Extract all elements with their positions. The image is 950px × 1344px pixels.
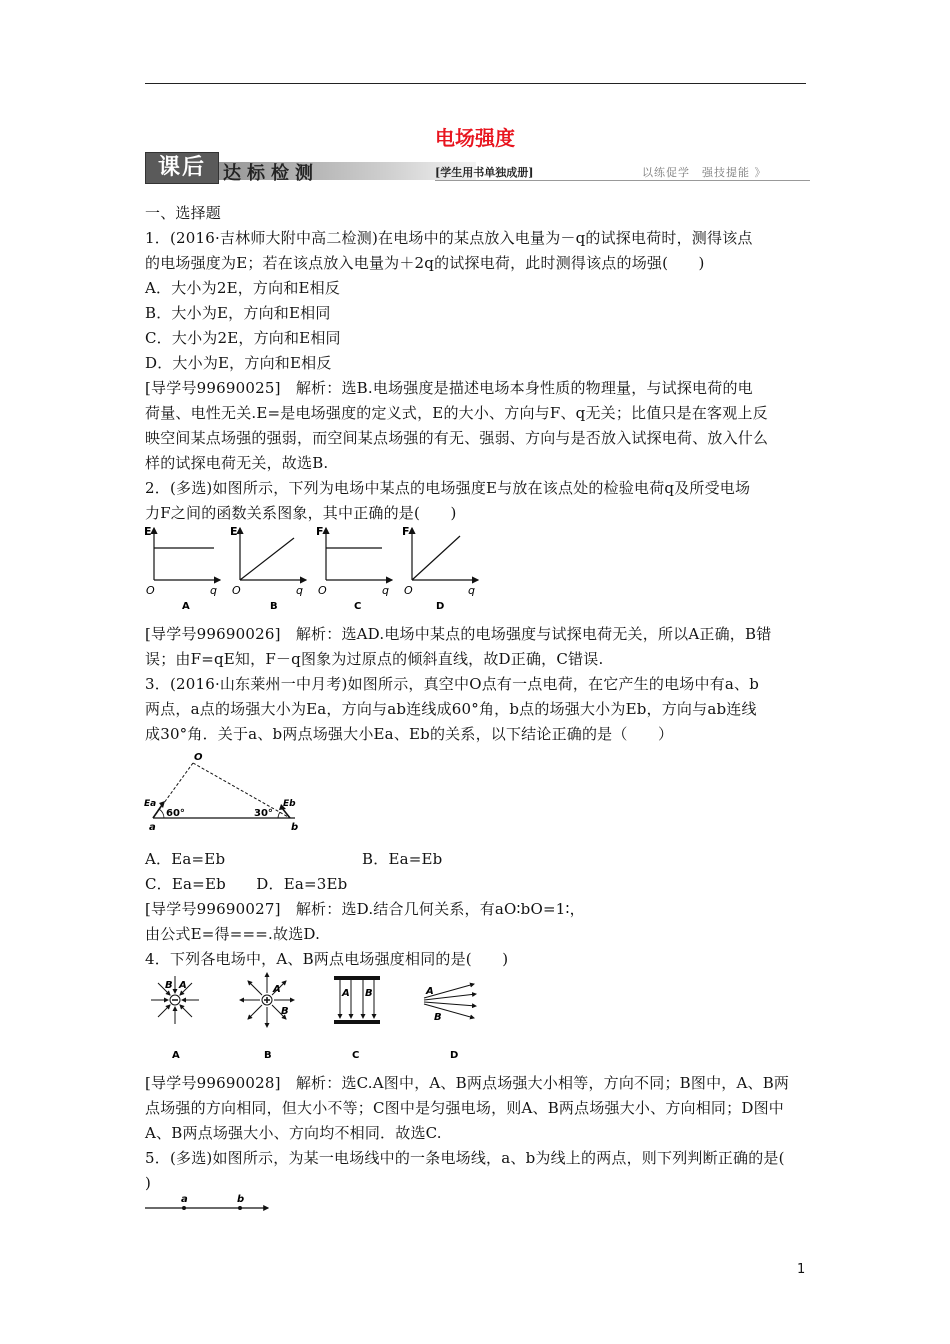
text-line: [导学号99690027] 解析：选D.结合几何关系，有aO∶bO=1∶， bbox=[145, 900, 585, 918]
field-b bbox=[240, 973, 294, 1060]
q3-triangle-figure bbox=[140, 750, 310, 834]
section-banner bbox=[145, 150, 810, 184]
point-b-label: b bbox=[291, 822, 299, 833]
text-line: 荷量、电性无关.E=是电场强度的定义式，E的大小、方向与F、q无关；比值只是在客观上反 bbox=[145, 404, 768, 422]
point-A-label: A bbox=[179, 980, 187, 991]
text-line: 点场强的方向相同，但大小不等；C图中是匀强电场，则A、B两点场强大小、方向相同；D图中 bbox=[145, 1099, 784, 1117]
figure-caption: D bbox=[450, 1050, 459, 1060]
text-line: 4．下列各电场中，A、B两点电场强度相同的是( ) bbox=[145, 950, 509, 968]
header-rule bbox=[145, 83, 806, 84]
figure-caption: B bbox=[264, 1050, 272, 1060]
banner-slogan: 以练促学 强技提能 》 bbox=[642, 166, 767, 179]
graph-xlabel: q bbox=[382, 584, 389, 597]
q5-field-line-figure bbox=[140, 1192, 280, 1218]
option-line: C．大小为2E，方向和E相同 bbox=[145, 329, 341, 347]
graph-origin: O bbox=[146, 584, 155, 597]
text-line: A、B两点场强大小、方向均不相同．故选C. bbox=[145, 1124, 442, 1142]
graph-a bbox=[144, 525, 220, 612]
option-line: B．大小为E，方向和E相同 bbox=[145, 304, 331, 322]
point-a-label: a bbox=[149, 822, 156, 833]
field-Eb-label: Eb bbox=[283, 799, 296, 809]
figure-caption: A bbox=[172, 1050, 180, 1060]
text-line: [导学号99690025] 解析：选B.电场强度是描述电场本身性质的物理量，与试探电荷的电 bbox=[145, 379, 753, 397]
graph-caption: B bbox=[270, 601, 278, 612]
text-line: 由公式E=得===.故选D. bbox=[145, 925, 321, 943]
graph-caption: D bbox=[436, 601, 445, 612]
point-b-label: b bbox=[237, 1194, 245, 1205]
option-line: A．大小为2E，方向和E相反 bbox=[145, 279, 341, 297]
point-O-label: O bbox=[194, 752, 203, 763]
banner-box: 课后 bbox=[145, 152, 219, 184]
graph-caption: C bbox=[354, 601, 362, 612]
page-number: 1 bbox=[797, 1262, 806, 1277]
text-line: [导学号99690026] 解析：选AD.电场中某点的电场强度与试探电荷无关，所以A正确，B错 bbox=[145, 625, 772, 643]
text-line: 5．(多选)如图所示，为某一电场线中的一条电场线，a、b为线上的两点，则下列判断正确的是( bbox=[145, 1149, 785, 1167]
field-a bbox=[151, 976, 199, 1060]
section-heading: 一、选择题 bbox=[145, 204, 222, 222]
text-line: 3．(2016·山东莱州一中月考)如图所示，真空中O点有一点电荷，在它产生的电场中有a、b bbox=[145, 675, 760, 693]
text-line: 力F之间的函数关系图象，其中正确的是( ) bbox=[145, 504, 457, 522]
point-a-label: a bbox=[181, 1194, 188, 1205]
point-B-label: B bbox=[434, 1012, 442, 1023]
text-line: 样的试探电荷无关，故选B. bbox=[145, 454, 329, 472]
text-line: ) bbox=[145, 1174, 152, 1192]
field-Ea-label: Ea bbox=[144, 799, 157, 809]
text-line: 误；由F=qE知，F－q图象为过原点的倾斜直线，故D正确，C错误. bbox=[145, 650, 604, 668]
text-line: 映空间某点场强的强弱，而空间某点场强的有无、强弱、方向与是否放入试探电荷、放入什么 bbox=[145, 429, 769, 447]
graph-xlabel: q bbox=[296, 584, 303, 597]
text-line: 1．(2016·吉林师大附中高二检测)在电场中的某点放入电量为－q的试探电荷时，测得该点 bbox=[145, 229, 753, 247]
option-line: C．Ea=Eb D．Ea=3Eb bbox=[145, 875, 348, 893]
graph-origin: O bbox=[404, 584, 413, 597]
q4-field-figures bbox=[140, 970, 490, 1060]
point-B-label: B bbox=[281, 1006, 289, 1017]
point-A-label: A bbox=[426, 986, 434, 997]
text-line: [导学号99690028] 解析：选C.A图中，A、B两点场强大小相等，方向不同；B图中，A、B两 bbox=[145, 1074, 790, 1092]
graph-xlabel: q bbox=[210, 584, 217, 597]
graph-c bbox=[316, 525, 392, 612]
text-line: 成30°角．关于a、b两点场强大小Ea、Eb的关系，以下结论正确的是（ ） bbox=[145, 725, 674, 743]
graph-d bbox=[402, 525, 478, 612]
graph-origin: O bbox=[232, 584, 241, 597]
option-line: D．大小为E，方向和E相反 bbox=[145, 354, 332, 372]
figure-caption: C bbox=[352, 1050, 360, 1060]
point-A-label: A bbox=[273, 984, 281, 995]
graph-ylabel: E bbox=[230, 525, 238, 538]
banner-rule bbox=[435, 180, 810, 181]
graph-ylabel: F bbox=[402, 525, 410, 538]
banner-text: 达标检测 bbox=[223, 163, 319, 184]
graph-ylabel: E bbox=[144, 525, 152, 538]
angle-30-label: 30° bbox=[254, 808, 273, 819]
graph-origin: O bbox=[318, 584, 327, 597]
graph-xlabel: q bbox=[468, 584, 475, 597]
text-line: 两点，a点的场强大小为Ea，方向与ab连线成60°角，b点的场强大小为Eb，方向与ab连线 bbox=[145, 700, 757, 718]
graph-ylabel: F bbox=[316, 525, 324, 538]
graph-caption: A bbox=[182, 601, 190, 612]
option-line: A．Ea=Eb B．Ea=Eb bbox=[145, 850, 443, 868]
field-d bbox=[424, 984, 476, 1060]
field-c bbox=[334, 976, 380, 1060]
point-B-label: B bbox=[165, 980, 173, 991]
text-line: 的电场强度为E；若在该点放入电量为＋2q的试探电荷，此时测得该点的场强( ) bbox=[145, 254, 705, 272]
point-A-label: A bbox=[342, 988, 350, 999]
angle-60-label: 60° bbox=[166, 808, 185, 819]
point-B-label: B bbox=[365, 988, 373, 999]
page-title: 电场强度 bbox=[435, 126, 515, 150]
q2-graphs-figure bbox=[140, 520, 480, 612]
banner-note: [学生用书单独成册] bbox=[435, 166, 534, 179]
text-line: 2．(多选)如图所示，下列为电场中某点的电场强度E与放在该点处的检验电荷q及所受电场 bbox=[145, 479, 751, 497]
graph-b bbox=[230, 525, 306, 612]
